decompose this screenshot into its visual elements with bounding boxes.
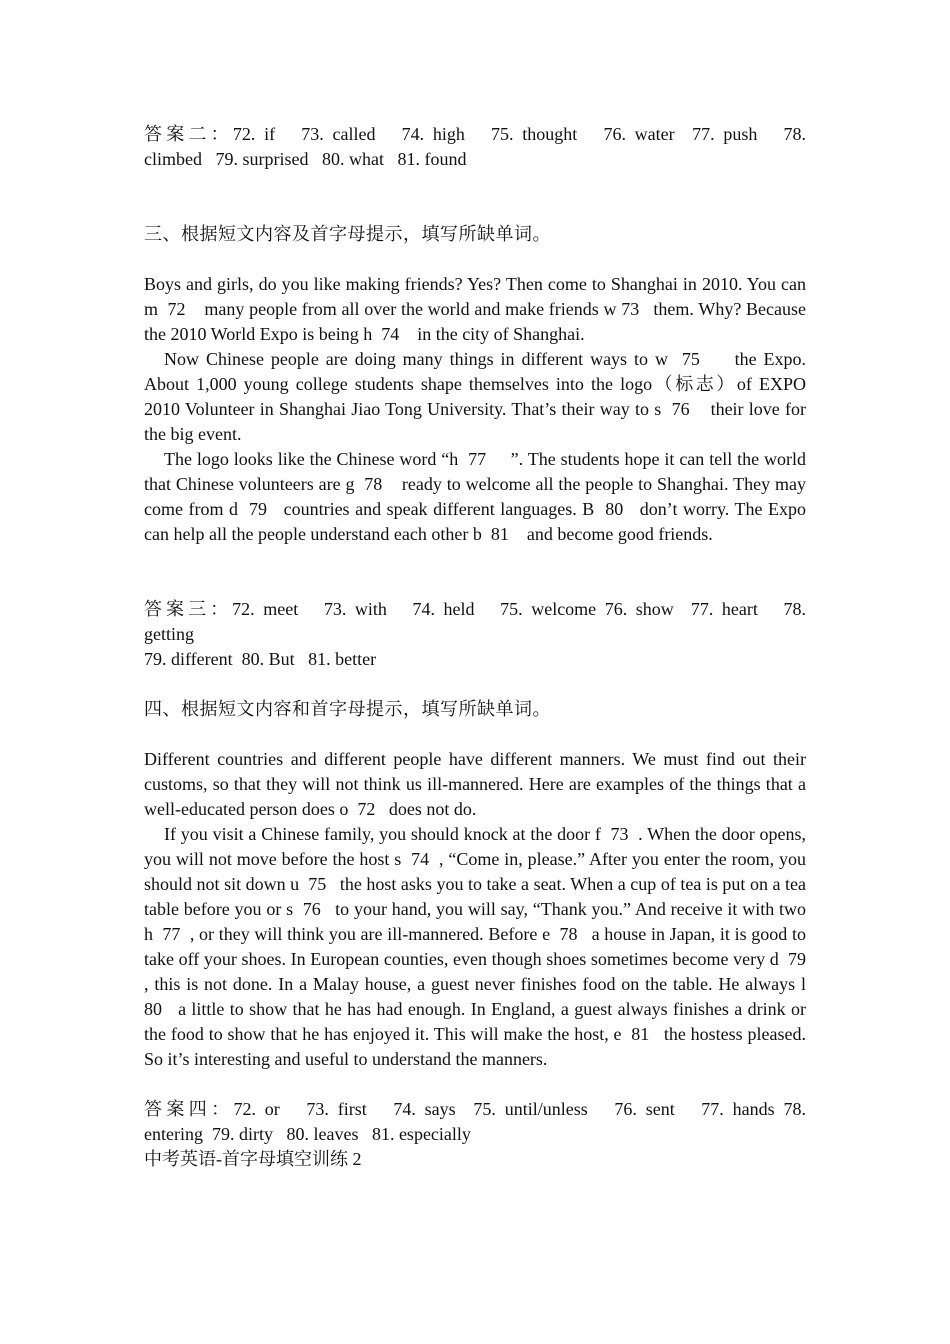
- section3-heading: 三、根据短文内容及首字母提示，填写所缺单词。: [144, 224, 551, 244]
- section4-heading: 四、根据短文内容和首字母提示，填写所缺单词。: [144, 699, 551, 719]
- answer4-line1: 答案四：72. or 73. first 74. says 75. until/unless 76. sent 77. hands 78.: [144, 1099, 806, 1119]
- section3-paragraph-1: Boys and girls, do you like making friends? Yes? Then come to Shanghai in 2010. You can m 72 many people from all over the world and make friends w 73 them. Why? Because the 2010 World Expo is being h 74 in the city of Shanghai.: [144, 274, 811, 344]
- section4-paragraph-1: Different countries and different people have different manners. We must find out their customs, so that they will not think us ill-mannered. Here are examples of the things that a well-educated person does o 72 does not do.: [144, 749, 811, 819]
- answer3-line1: 答案三：72. meet 73. with 74. held 75. welcome 76. show 77. heart 78.: [144, 599, 806, 619]
- footer-title: 中考英语-首字母填空训练 2: [144, 1149, 362, 1169]
- answer4-line2: entering 79. dirty 80. leaves 81. especially: [144, 1124, 471, 1144]
- answer2-line2: climbed 79. surprised 80. what 81. found: [144, 149, 467, 169]
- section4-paragraph-2: If you visit a Chinese family, you should knock at the door f 73 . When the door opens, you will not move before the host s 74 , “Come in, please.” After you enter the room, you should not sit down u 75 the host asks you to take a seat. When a cup of tea is put on a tea table before you or s 76 to your hand, you will say, “Thank you.” And receive it with two h 77 , or they will think you are ill-mannered. Before e 78 a house in Japan, it is good to take off your shoes. In European counties, even though shoes sometimes become very d 79 , this is not done. In a Malay house, a guest never finishes food on the table. He always l 80 a little to show that he has had enough. In England, a guest always finishes a drink or the food to show that he has enjoyed it. This will make the host, e 81 the hostess pleased. So it’s interesting and useful to understand the manners.: [144, 824, 815, 1069]
- answer2-line1: 答案二：72. if 73. called 74. high 75. thought 76. water 77. push 78.: [144, 124, 806, 144]
- answer3-line3: 79. different 80. But 81. better: [144, 649, 377, 669]
- document-page: [144, 122, 815, 1172]
- answer3-line2: getting: [144, 624, 194, 644]
- section3-paragraph-3: The logo looks like the Chinese word “h 77 ”. The students hope it can tell the world that Chinese volunteers are g 78 ready to welcome all the people to Shanghai. They may come from d 79 countries and speak different languages. B 80 don’t worry. The Expo can help all the people understand each other b 81 and become good friends.: [144, 449, 811, 544]
- section3-paragraph-2: Now Chinese people are doing many things in different ways to w 75 the Expo. About 1,000 young college students shape themselves into the logo（标志）of EXPO 2010 Volunteer in Shanghai Jiao Tong University. That’s their way to s 76 their love for the big event.: [144, 349, 811, 444]
